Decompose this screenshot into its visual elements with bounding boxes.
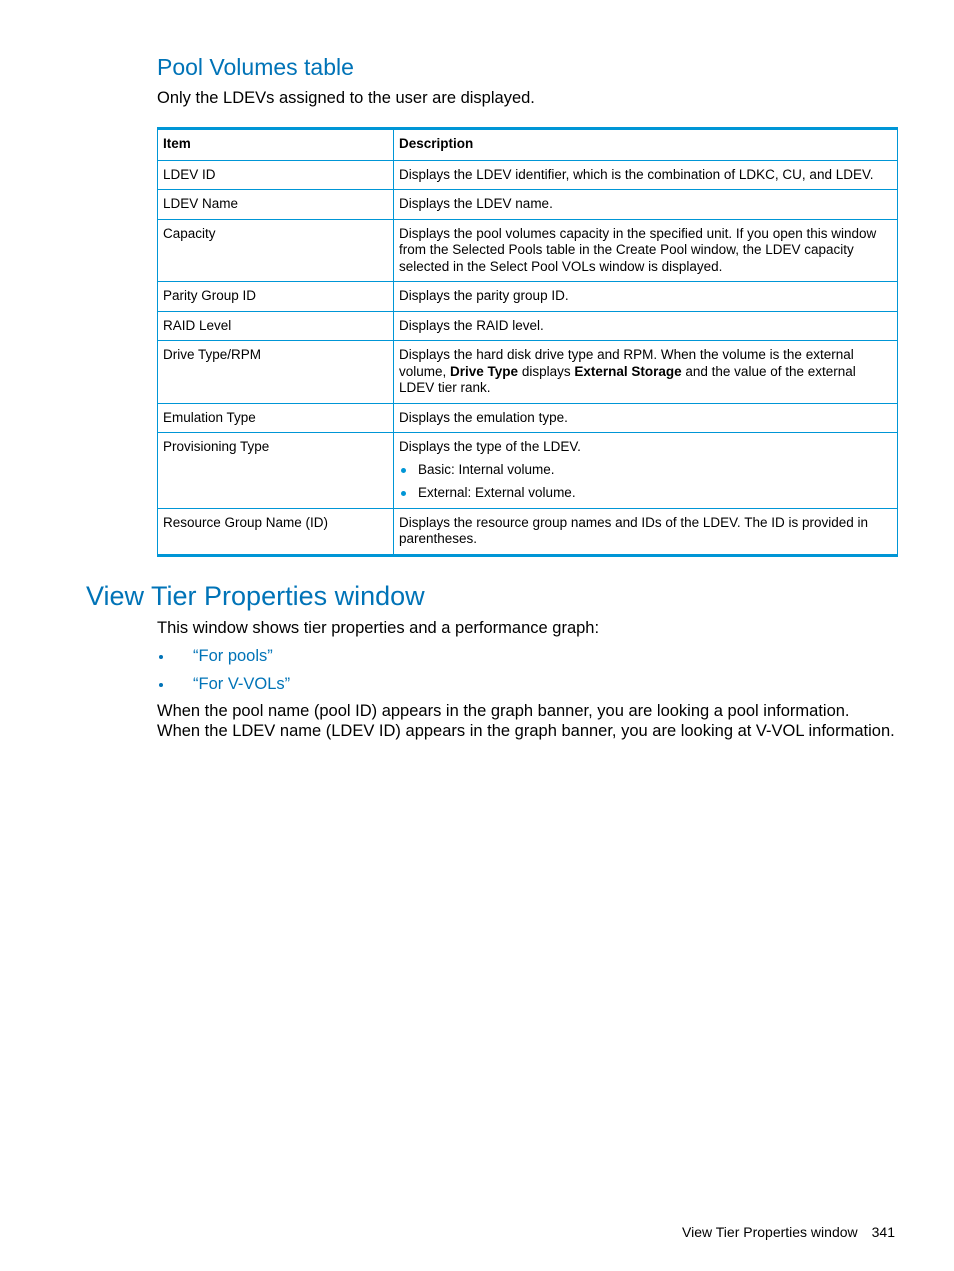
list-item-text: External: External volume. [418,485,576,500]
table-row [158,160,898,190]
page-number: 341 [871,1224,895,1240]
bullet-icon [401,468,406,473]
row-item: Emulation Type [158,403,394,433]
row-description: Displays the pool volumes capacity in the specified unit. If you open this window from the Selected Pools table in the Create Pool window, the LDEV capacity selected in the Select Pool VOLs window is displayed. [394,219,898,282]
page-footer [682,1222,895,1242]
table-row [158,282,898,312]
row-description: Displays the LDEV identifier, which is the combination of LDKC, CU, and LDEV. [394,160,898,190]
row-description: Displays the RAID level. [394,311,898,341]
header-description: Description [394,129,898,161]
footer-title: View Tier Properties window [682,1224,858,1240]
for-pools-link[interactable]: “For pools” [193,647,273,665]
desc-text: Displays the type of the LDEV. [399,439,581,454]
bullet-icon [159,683,163,687]
header-item: Item [158,129,394,161]
for-vvols-link[interactable]: “For V-VOLs” [193,675,291,693]
list-item [157,673,290,701]
row-description: Displays the emulation type. [394,403,898,433]
row-item: LDEV ID [158,160,394,190]
page-title: View Tier Properties window [86,581,425,611]
table-header-row [158,129,898,161]
list-item-text: Basic: Internal volume. [418,461,555,477]
list-item [399,462,892,479]
pool-volumes-table [157,127,897,557]
desc-text: and the value of the external LDEV tier rank. [399,363,856,395]
desc-text: displays [518,363,575,379]
bullet-icon [401,491,406,496]
row-item: Parity Group ID [158,282,394,312]
main-paragraph-line: When the LDEV name (LDEV ID) appears in the graph banner, you are looking at V-VOL information. [157,722,895,740]
row-item: Drive Type/RPM [158,341,394,404]
table-row [158,311,898,341]
section-title: Pool Volumes table [157,54,354,80]
row-item: Resource Group Name (ID) [158,508,394,555]
row-description: Displays the LDEV name. [394,190,898,220]
desc-bold-term: Drive Type [450,363,519,379]
desc-bold-term: External Storage [574,363,682,379]
desc-text: Displays the hard disk drive type and RPM. When the volume is the external volume, [399,347,854,379]
row-description: Displays the resource group names and IDs of the LDEV. The ID is provided in parentheses. [394,508,898,555]
table-row [158,403,898,433]
list-item [157,645,290,673]
table-row [158,433,898,509]
row-description [394,341,898,404]
row-item: LDEV Name [158,190,394,220]
table-row [158,190,898,220]
row-description: Displays the parity group ID. [394,282,898,312]
link-list [157,645,290,701]
row-item: Capacity [158,219,394,282]
row-item: RAID Level [158,311,394,341]
table-row [158,219,898,282]
section-intro: Only the LDEVs assigned to the user are displayed. [157,89,535,107]
main-intro: This window shows tier properties and a performance graph: [157,619,600,637]
provisioning-type-list [399,462,892,502]
row-description [394,433,898,509]
row-item: Provisioning Type [158,433,394,509]
list-item [399,485,892,502]
bullet-icon [159,655,163,659]
main-paragraph-line: When the pool name (pool ID) appears in the graph banner, you are looking a pool information. [157,702,850,720]
table-row [158,341,898,404]
table-row [158,508,898,555]
